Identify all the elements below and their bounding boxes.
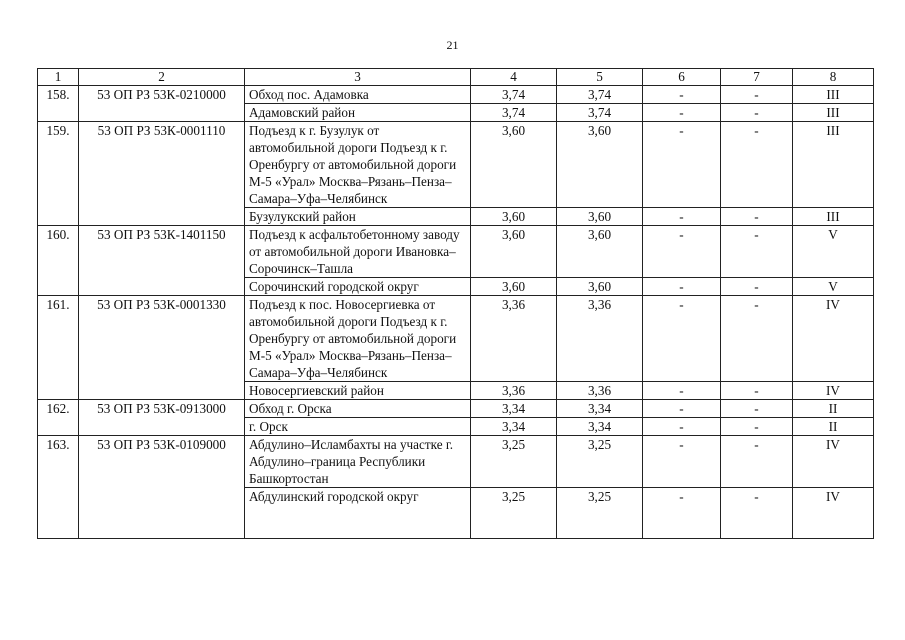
value-col5: 3,25 xyxy=(557,436,643,488)
category-col8: III xyxy=(793,86,874,104)
category-col8: III xyxy=(793,122,874,208)
category-col8: III xyxy=(793,104,874,122)
value-col6: - xyxy=(643,226,721,278)
page-number: 21 xyxy=(446,38,459,52)
category-col8: III xyxy=(793,208,874,226)
column-header: 5 xyxy=(557,69,643,86)
category-col8: IV xyxy=(793,296,874,382)
road-name: Подъезд к г. Бузулук от автомобильной дороги Подъезд к г. Оренбургу от автомобильной дороги М-5 «Урал» Москва–Рязань–Пенза–Самара–Уфа–Челябинск xyxy=(245,122,471,208)
category-col8: II xyxy=(793,400,874,418)
road-code: 53 ОП РЗ 53К-0001110 xyxy=(79,122,245,226)
category-col8: V xyxy=(793,278,874,296)
value-col6: - xyxy=(643,296,721,382)
value-col5: 3,60 xyxy=(557,208,643,226)
row-number: 161. xyxy=(38,296,79,400)
column-header: 1 xyxy=(38,69,79,86)
row-number: 163. xyxy=(38,436,79,539)
value-col6: - xyxy=(643,122,721,208)
road-name: Новосергиевский район xyxy=(245,382,471,400)
value-col6: - xyxy=(643,488,721,539)
category-col8: V xyxy=(793,226,874,278)
value-col4: 3,60 xyxy=(471,226,557,278)
table-row xyxy=(38,296,874,382)
value-col4: 3,36 xyxy=(471,296,557,382)
value-col5: 3,36 xyxy=(557,296,643,382)
road-code: 53 ОП РЗ 53К-0210000 xyxy=(79,86,245,122)
road-name: Бузулукский район xyxy=(245,208,471,226)
value-col6: - xyxy=(643,418,721,436)
road-code: 53 ОП РЗ 53К-0913000 xyxy=(79,400,245,436)
category-col8: II xyxy=(793,418,874,436)
row-number: 158. xyxy=(38,86,79,122)
column-header: 2 xyxy=(79,69,245,86)
value-col7: - xyxy=(721,382,793,400)
value-col4: 3,34 xyxy=(471,418,557,436)
value-col6: - xyxy=(643,400,721,418)
value-col6: - xyxy=(643,382,721,400)
category-col8: IV xyxy=(793,436,874,488)
column-header: 6 xyxy=(643,69,721,86)
value-col4: 3,34 xyxy=(471,400,557,418)
column-header: 8 xyxy=(793,69,874,86)
value-col4: 3,60 xyxy=(471,122,557,208)
road-code: 53 ОП РЗ 53К-0001330 xyxy=(79,296,245,400)
value-col4: 3,60 xyxy=(471,278,557,296)
value-col5: 3,25 xyxy=(557,488,643,539)
category-col8: IV xyxy=(793,382,874,400)
value-col7: - xyxy=(721,436,793,488)
table-row xyxy=(38,226,874,278)
value-col4: 3,25 xyxy=(471,436,557,488)
road-name: Обход пос. Адамовка xyxy=(245,86,471,104)
value-col7: - xyxy=(721,488,793,539)
value-col5: 3,60 xyxy=(557,278,643,296)
value-col7: - xyxy=(721,418,793,436)
value-col5: 3,60 xyxy=(557,122,643,208)
road-name: Подъезд к асфальтобетонному заводу от автомобильной дороги Ивановка–Сорочинск–Ташла xyxy=(245,226,471,278)
road-name: Обход г. Орска xyxy=(245,400,471,418)
value-col4: 3,60 xyxy=(471,208,557,226)
value-col7: - xyxy=(721,226,793,278)
row-number: 162. xyxy=(38,400,79,436)
value-col4: 3,25 xyxy=(471,488,557,539)
road-name: г. Орск xyxy=(245,418,471,436)
road-name: Адамовский район xyxy=(245,104,471,122)
road-name: Абдулино–Исламбахты на участке г. Абдулино–граница Республики Башкортостан xyxy=(245,436,471,488)
value-col4: 3,36 xyxy=(471,382,557,400)
value-col7: - xyxy=(721,86,793,104)
value-col4: 3,74 xyxy=(471,104,557,122)
value-col7: - xyxy=(721,278,793,296)
table-row xyxy=(38,400,874,418)
value-col6: - xyxy=(643,208,721,226)
value-col6: - xyxy=(643,436,721,488)
column-header: 7 xyxy=(721,69,793,86)
road-name: Абдулинский городской округ xyxy=(245,488,471,539)
road-name: Сорочинский городской округ xyxy=(245,278,471,296)
value-col5: 3,74 xyxy=(557,86,643,104)
road-name: Подъезд к пос. Новосергиевка от автомобильной дороги Подъезд к г. Оренбургу от автомобильной дороги М-5 «Урал» Москва–Рязань–Пенза–Самара–Уфа–Челябинск xyxy=(245,296,471,382)
road-code: 53 ОП РЗ 53К-1401150 xyxy=(79,226,245,296)
road-code: 53 ОП РЗ 53К-0109000 xyxy=(79,436,245,539)
value-col5: 3,36 xyxy=(557,382,643,400)
column-header: 3 xyxy=(245,69,471,86)
value-col5: 3,60 xyxy=(557,226,643,278)
table-row xyxy=(38,436,874,488)
table-header-row xyxy=(38,69,874,86)
category-col8: IV xyxy=(793,488,874,539)
column-header: 4 xyxy=(471,69,557,86)
value-col5: 3,34 xyxy=(557,418,643,436)
value-col4: 3,74 xyxy=(471,86,557,104)
value-col5: 3,34 xyxy=(557,400,643,418)
value-col7: - xyxy=(721,104,793,122)
value-col6: - xyxy=(643,278,721,296)
value-col7: - xyxy=(721,296,793,382)
value-col7: - xyxy=(721,122,793,208)
table-row xyxy=(38,122,874,208)
value-col6: - xyxy=(643,86,721,104)
row-number: 160. xyxy=(38,226,79,296)
value-col7: - xyxy=(721,208,793,226)
table-row xyxy=(38,86,874,104)
value-col5: 3,74 xyxy=(557,104,643,122)
value-col7: - xyxy=(721,400,793,418)
value-col6: - xyxy=(643,104,721,122)
roads-table xyxy=(37,68,874,539)
row-number: 159. xyxy=(38,122,79,226)
